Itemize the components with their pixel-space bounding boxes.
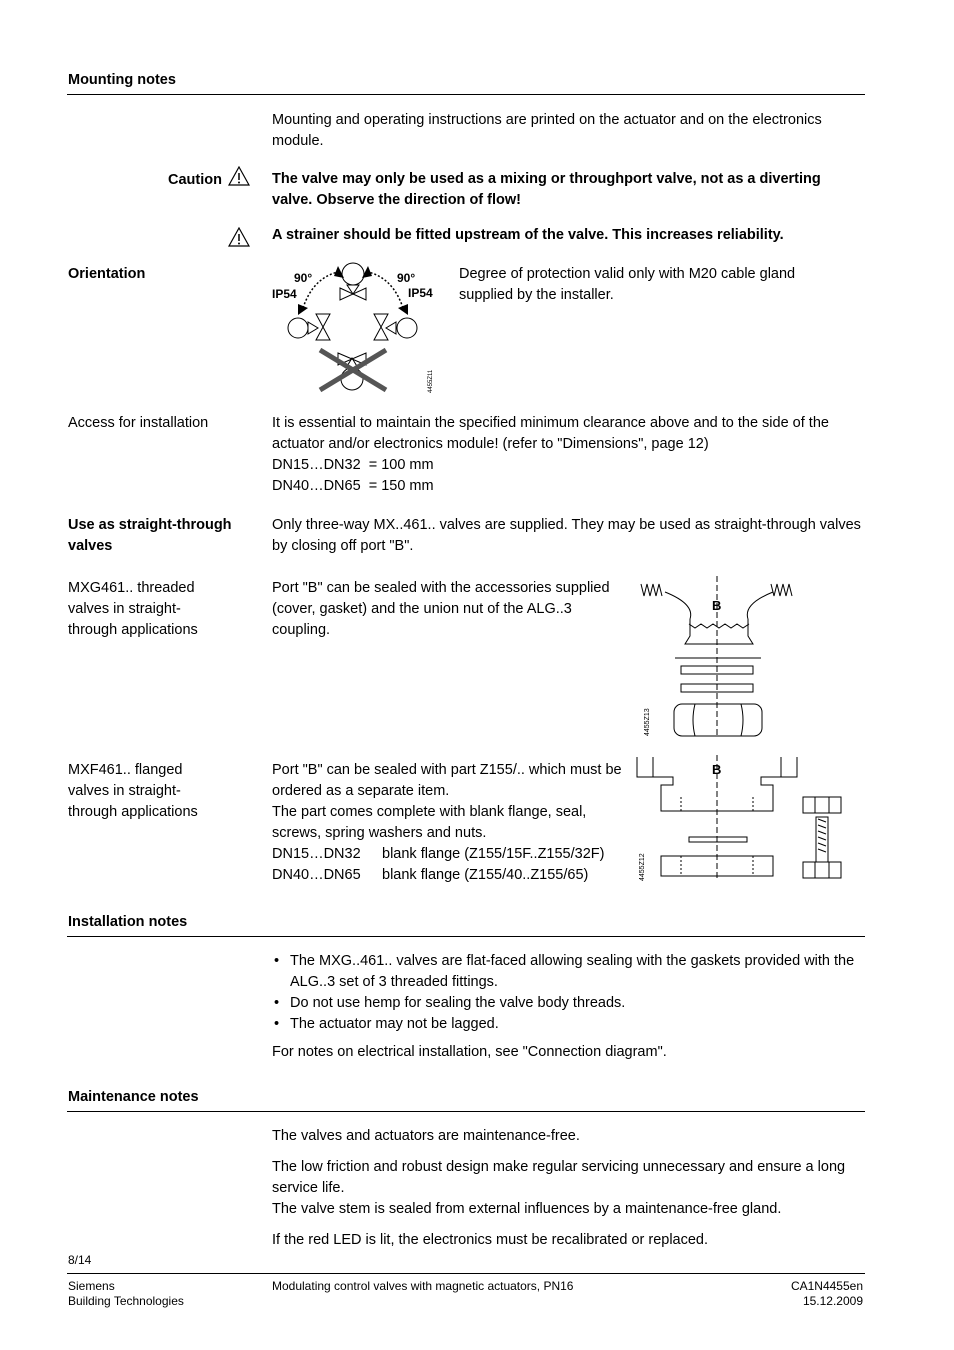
mxf-row-1 <box>272 844 624 865</box>
mxg-label: MXG461.. threaded valves in straight-through applications <box>68 580 198 638</box>
footer-division: Building Technologies <box>68 1294 184 1308</box>
fig-ip-right: IP54 <box>408 286 433 300</box>
mxf-figure <box>633 755 848 885</box>
footer-title: Modulating control valves with magnetic actuators, PN16 <box>272 1279 574 1293</box>
mounting-intro: Mounting and operating instructions are printed on the actuator and on the electronics module. <box>272 112 822 149</box>
fig-code: 4455Z11 <box>428 369 434 393</box>
footer-divider <box>67 1273 865 1274</box>
mounting-heading: Mounting notes <box>68 72 176 88</box>
caution-text-2: A strainer should be fitted upstream of the valve. This increases reliability. <box>272 227 784 243</box>
maintenance-p3: The valve stem is sealed from external influences by a maintenance-free gland. <box>272 1201 782 1217</box>
mxg-figure <box>635 574 805 744</box>
section-divider <box>67 94 865 95</box>
installation-note: For notes on electrical installation, see "Connection diagram". <box>272 1044 667 1060</box>
fig-ip-left: IP54 <box>272 287 297 301</box>
page-number: 8/14 <box>68 1253 92 1267</box>
list-item: • The MXG..461.. valves are flat-faced allowing sealing with the gaskets provided with the ALG..3 set of 3 threaded fittings. <box>272 951 864 993</box>
mxf-row-1-dn: DN15…DN32 <box>272 846 361 862</box>
list-item: • Do not use hemp for sealing the valve body threads. <box>272 993 864 1014</box>
mxf-row-1-val: blank flange (Z155/15F..Z155/32F) <box>382 846 605 862</box>
fig-code: 4455Z13 <box>644 708 651 736</box>
warning-icon <box>228 227 250 247</box>
access-label: Access for installation <box>68 415 209 431</box>
mxf-row-2-val: blank flange (Z155/40..Z155/65) <box>382 867 589 883</box>
mxf-text-1: Port "B" can be sealed with part Z155/.. which must be ordered as a separate item. <box>272 762 622 799</box>
mxf-row-2 <box>272 865 624 886</box>
maintenance-p4: If the red LED is lit, the electronics must be recalibrated or replaced. <box>272 1232 709 1248</box>
section-divider <box>67 936 865 937</box>
orientation-text: Degree of protection valid only with M20 cable gland supplied by the installer. <box>459 266 796 303</box>
maintenance-heading: Maintenance notes <box>68 1089 199 1105</box>
mxf-block <box>272 760 624 886</box>
caution-label: Caution <box>168 172 222 188</box>
caution-text-1: The valve may only be used as a mixing or throughport valve, not as a diverting valve. Observe the direction of flow! <box>272 171 821 208</box>
straight-text: Only three-way MX..461.. valves are supplied. They may be used as straight-through valves by closing off port "B". <box>272 517 861 554</box>
mxg-port-label: B <box>712 598 722 613</box>
installation-heading: Installation notes <box>68 914 188 930</box>
mxg-text: Port "B" can be sealed with the accessories supplied (cover, gasket) and the union nut of the ALG..3 coupling. <box>272 580 610 638</box>
maintenance-p1: The valves and actuators are maintenance-free. <box>272 1128 580 1144</box>
orientation-figure <box>268 258 448 398</box>
mxf-text-2: The part comes complete with blank flange, seal, screws, spring washers and nuts. <box>272 804 587 841</box>
straight-label: Use as straight-through valves <box>68 517 232 554</box>
list-item: • The actuator may not be lagged. <box>272 1014 864 1035</box>
orientation-label: Orientation <box>68 266 146 282</box>
installation-list <box>272 951 864 1035</box>
access-text: It is essential to maintain the specified minimum clearance above and to the side of the actuator and/or electronics module! (refer to "Dimensions", page 12) <box>272 415 829 452</box>
access-line-1: DN15…DN32 = 100 mm <box>272 457 434 473</box>
mxf-label: MXF461.. flanged valves in straight-through applications <box>68 762 198 820</box>
access-line-2: DN40…DN65 = 150 mm <box>272 478 434 494</box>
mxf-row-2-dn: DN40…DN65 <box>272 867 361 883</box>
access-block <box>272 413 864 497</box>
fig-code: 4455Z12 <box>639 853 646 881</box>
section-divider <box>67 1111 865 1112</box>
mxf-port-label: B <box>712 762 722 777</box>
maintenance-p2: The low friction and robust design make regular servicing unnecessary and ensure a long service life. <box>272 1159 846 1196</box>
footer-date: 15.12.2009 <box>802 1294 863 1308</box>
fig-angle-right: 90° <box>397 271 416 285</box>
footer-company: Siemens <box>68 1279 115 1293</box>
fig-angle-left: 90° <box>294 271 313 285</box>
warning-icon <box>228 166 250 186</box>
footer-doc-id: CA1N4455en <box>790 1279 863 1293</box>
